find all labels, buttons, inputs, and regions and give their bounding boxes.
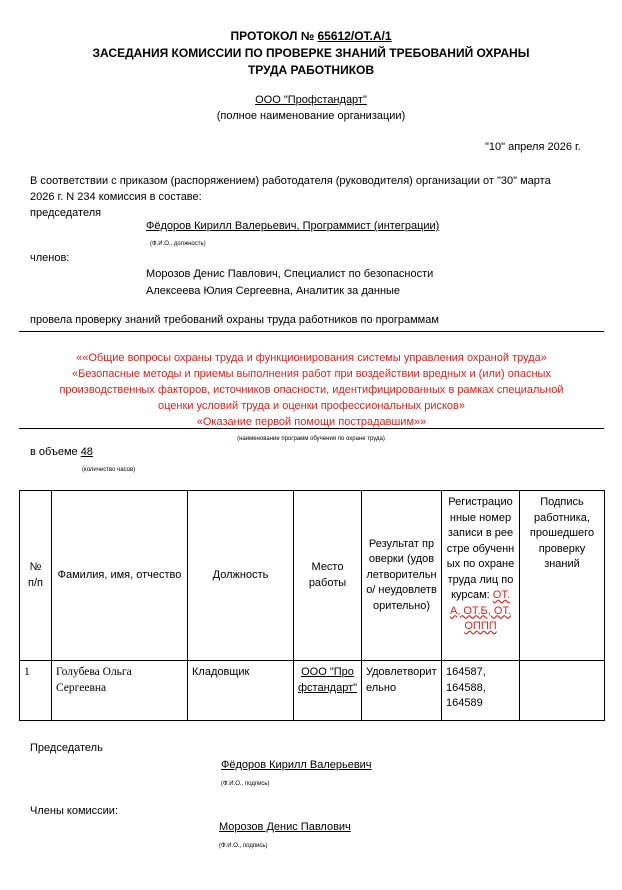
chair-label: председателя [30, 207, 102, 219]
header-workplace: Место работы [294, 491, 362, 661]
program-line: оценки условий труда и оценки профессиональных рисков» [158, 400, 465, 412]
cell-workplace: ООО "Профстандарт" [294, 661, 362, 721]
check-text: провела проверку знаний требований охраны труда работников по программам [30, 314, 439, 326]
signature-chair-label: Председатель [30, 742, 103, 754]
header-registry: Регистрационные номер записи в реестре обученных по охране труда лиц по курсам: ОТ.А, ОТ.Б, ОТ.ОППП [442, 491, 520, 661]
document-title [0, 28, 622, 79]
program-line: ««Общие вопросы охраны труда и функционирования системы управления охраной труда» [76, 352, 547, 364]
protocol-date: "10" апреля 2026 г. [485, 141, 581, 153]
header-signature: Подпись работника, прошедшего проверку знаний [520, 491, 605, 661]
header-name: Фамилия, имя, отчество [52, 491, 188, 661]
title-line-3: ТРУДА РАБОТНИКОВ [247, 63, 375, 77]
chair-caption: (Ф.И.О., должность) [150, 241, 206, 247]
member-item: Алексеева Юлия Сергеевна, Аналитик за данные [146, 285, 401, 297]
volume-line: в объеме 48 [30, 446, 93, 458]
table-row [20, 661, 605, 721]
volume-value: 48 [80, 446, 93, 458]
divider [19, 428, 604, 429]
cell-result: Удовлетворительно [362, 661, 442, 721]
title-line-2: ЗАСЕДАНИЯ КОМИССИИ ПО ПРОВЕРКЕ ЗНАНИЙ ТРЕБОВАНИЙ ОХРАНЫ [92, 46, 530, 60]
intro-line-2: 2026 г. N 234 комиссия в составе: [30, 191, 202, 203]
protocol-number: 65612/ОТ.А/1 [317, 29, 392, 43]
cell-registry: 164587, 164588, 164589 [442, 661, 520, 721]
cell-num: 1 [20, 661, 52, 721]
header-num: № п/п [20, 491, 52, 661]
program-line: производственных факторов, источников опасности, идентифицированных в рамках специальной [59, 384, 564, 396]
chair-value: Фёдоров Кирилл Валерьевич, Программист (интеграции) [146, 220, 440, 232]
signature-members-label: Члены комиссии: [30, 805, 119, 817]
signature-chair-name: Фёдоров Кирилл Валерьевич [221, 759, 372, 771]
table-header-row [20, 491, 605, 661]
signature-member-caption: (Ф.И.О., подпись) [219, 843, 268, 849]
signature-chair-caption: (Ф.И.О., подпись) [221, 781, 270, 787]
organization-name: ООО "Профстандарт" [255, 94, 367, 106]
volume-caption: (количество часов) [82, 467, 136, 473]
organization-caption: (полное наименование организации) [216, 110, 406, 122]
title-line-1: ПРОТОКОЛ № 65612/ОТ.А/1 [230, 29, 392, 43]
members-label: членов: [30, 252, 70, 264]
results-table [19, 490, 605, 721]
intro-text [30, 173, 551, 221]
divider [19, 331, 604, 332]
program-line: «Оказание первой помощи пострадавшим»» [196, 416, 427, 428]
programs-list [19, 350, 604, 430]
program-line: «Безопасные методы и приемы выполнения работ при воздействии вредных и (или) опасных [72, 368, 551, 380]
cell-signature [520, 661, 605, 721]
cell-name: Голубева Ольга Сергеевна [52, 661, 188, 721]
members-list [146, 266, 433, 300]
registry-courses: ОТ.А, ОТ.Б, ОТ.ОППП [449, 589, 511, 632]
programs-caption: (наименование программ обучения по охране труда) [237, 436, 385, 442]
header-result: Результат проверки (удовлетворительно/ неудовлетворительно) [362, 491, 442, 661]
cell-position: Кладовщик [188, 661, 294, 721]
member-item: Морозов Денис Павлович, Специалист по безопасности [146, 268, 434, 280]
signature-member-name: Морозов Денис Павлович [219, 821, 351, 833]
intro-line-1: В соответствии с приказом (распоряжением) работодателя (руководителя) организации от "30" марта [30, 175, 551, 187]
header-position: Должность [188, 491, 294, 661]
